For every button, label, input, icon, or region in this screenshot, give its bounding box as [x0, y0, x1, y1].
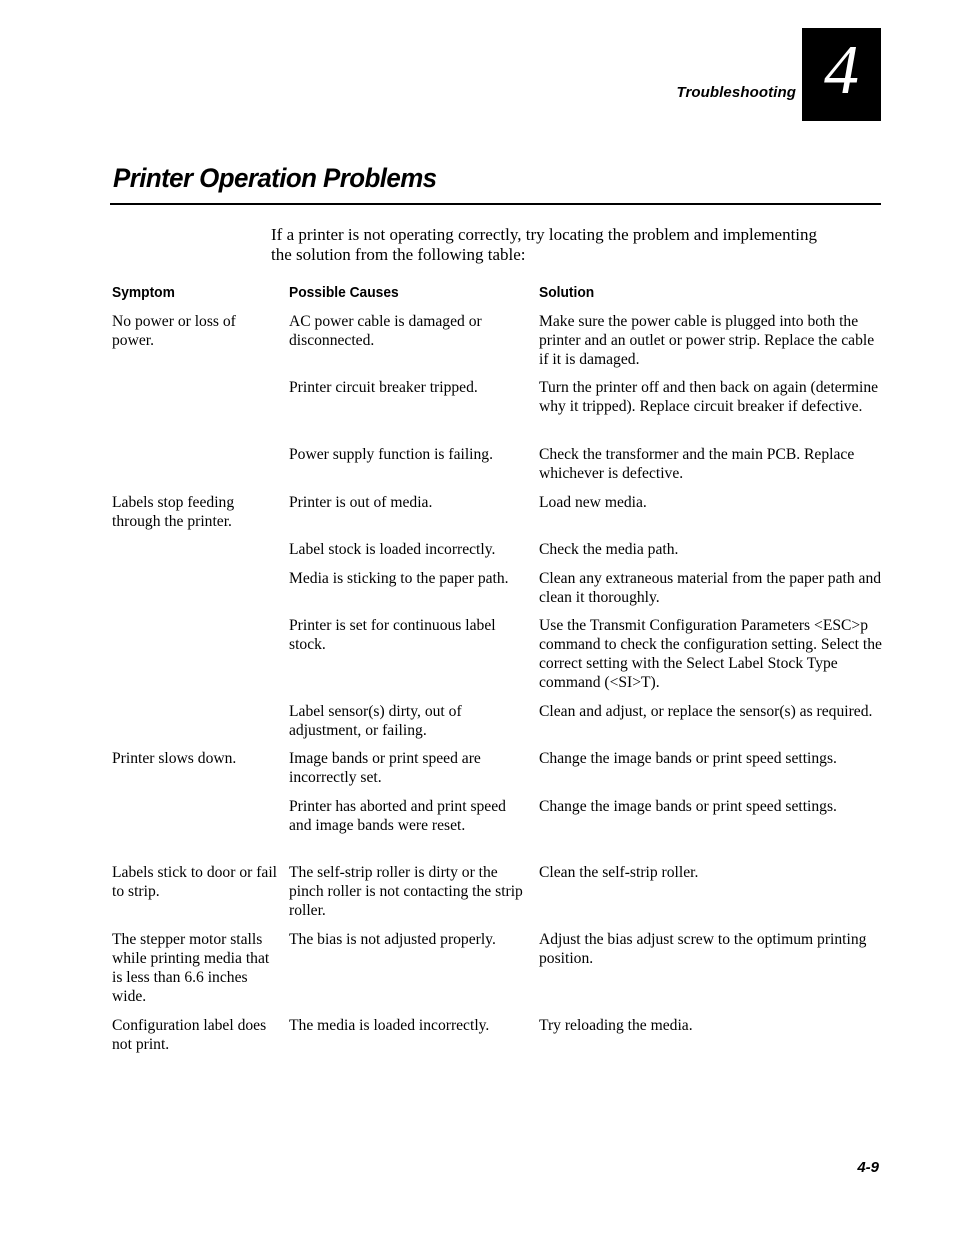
symptom-cell: Labels stop feeding through the printer.: [112, 494, 235, 530]
solution-cell: Clean any extraneous material from the paper path and clean it thoroughly.: [539, 570, 882, 606]
column-header-symptom: Symptom: [112, 284, 175, 301]
symptom-cell: The stepper motor stalls while printing media that is less than 6.6 inches wide.: [112, 931, 270, 1005]
solution-cell: Adjust the bias adjust screw to the optimum printing position.: [539, 931, 867, 967]
solution-cell: Clean the self-strip roller.: [539, 864, 699, 881]
solution-cell: Try reloading the media.: [539, 1017, 693, 1034]
solution-cell: Check the media path.: [539, 541, 679, 558]
cause-cell: Label sensor(s) dirty, out of adjustment, or failing.: [289, 703, 462, 739]
symptom-cell: Printer slows down.: [112, 750, 237, 767]
solution-cell: Change the image bands or print speed settings.: [539, 750, 837, 767]
cause-cell: AC power cable is damaged or disconnected.: [289, 313, 482, 349]
solution-cell: Change the image bands or print speed settings.: [539, 798, 837, 815]
cause-cell: Printer is set for continuous label stock.: [289, 617, 496, 653]
column-header-causes: Possible Causes: [289, 284, 399, 301]
cause-cell: The bias is not adjusted properly.: [289, 931, 496, 948]
title-rule: [110, 203, 881, 205]
solution-cell: Check the transformer and the main PCB. Replace whichever is defective.: [539, 446, 855, 482]
symptom-cell: Configuration label does not print.: [112, 1017, 267, 1053]
chapter-number: 4: [824, 31, 859, 109]
cause-cell: Printer circuit breaker tripped.: [289, 379, 478, 396]
symptom-cell: No power or loss of power.: [112, 313, 236, 349]
running-header: Troubleshooting: [676, 84, 796, 101]
page-number: 4-9: [857, 1159, 879, 1176]
cause-cell: The media is loaded incorrectly.: [289, 1017, 490, 1034]
intro-paragraph: If a printer is not operating correctly, try locating the problem and implementing the solution from the following table:: [271, 225, 818, 264]
chapter-tab: [802, 28, 881, 121]
section-title: Printer Operation Problems: [113, 163, 437, 193]
column-header-solution: Solution: [539, 284, 595, 301]
solution-cell: Load new media.: [539, 494, 647, 511]
symptom-cell: Labels stick to door or fail to strip.: [112, 864, 277, 900]
cause-cell: Power supply function is failing.: [289, 446, 493, 463]
solution-cell: Turn the printer off and then back on again (determine why it tripped). Replace circuit breaker if defective.: [539, 379, 879, 415]
solution-cell: Use the Transmit Configuration Parameters <ESC>p command to check the configuration setting. Select the correct setting with the Select Label Stock Type command (<SI>T).: [539, 617, 882, 691]
cause-cell: Label stock is loaded incorrectly.: [289, 541, 496, 558]
cause-cell: Image bands or print speed are incorrectly set.: [289, 750, 481, 786]
cause-cell: Printer is out of media.: [289, 494, 433, 511]
cause-cell: Printer has aborted and print speed and image bands were reset.: [289, 798, 506, 834]
cause-cell: Media is sticking to the paper path.: [289, 570, 509, 587]
cause-cell: The self-strip roller is dirty or the pinch roller is not contacting the strip roller.: [289, 864, 523, 919]
solution-cell: Clean and adjust, or replace the sensor(s) as required.: [539, 703, 873, 720]
solution-cell: Make sure the power cable is plugged into both the printer and an outlet or power strip. Replace the cable if it is damaged.: [539, 313, 875, 368]
